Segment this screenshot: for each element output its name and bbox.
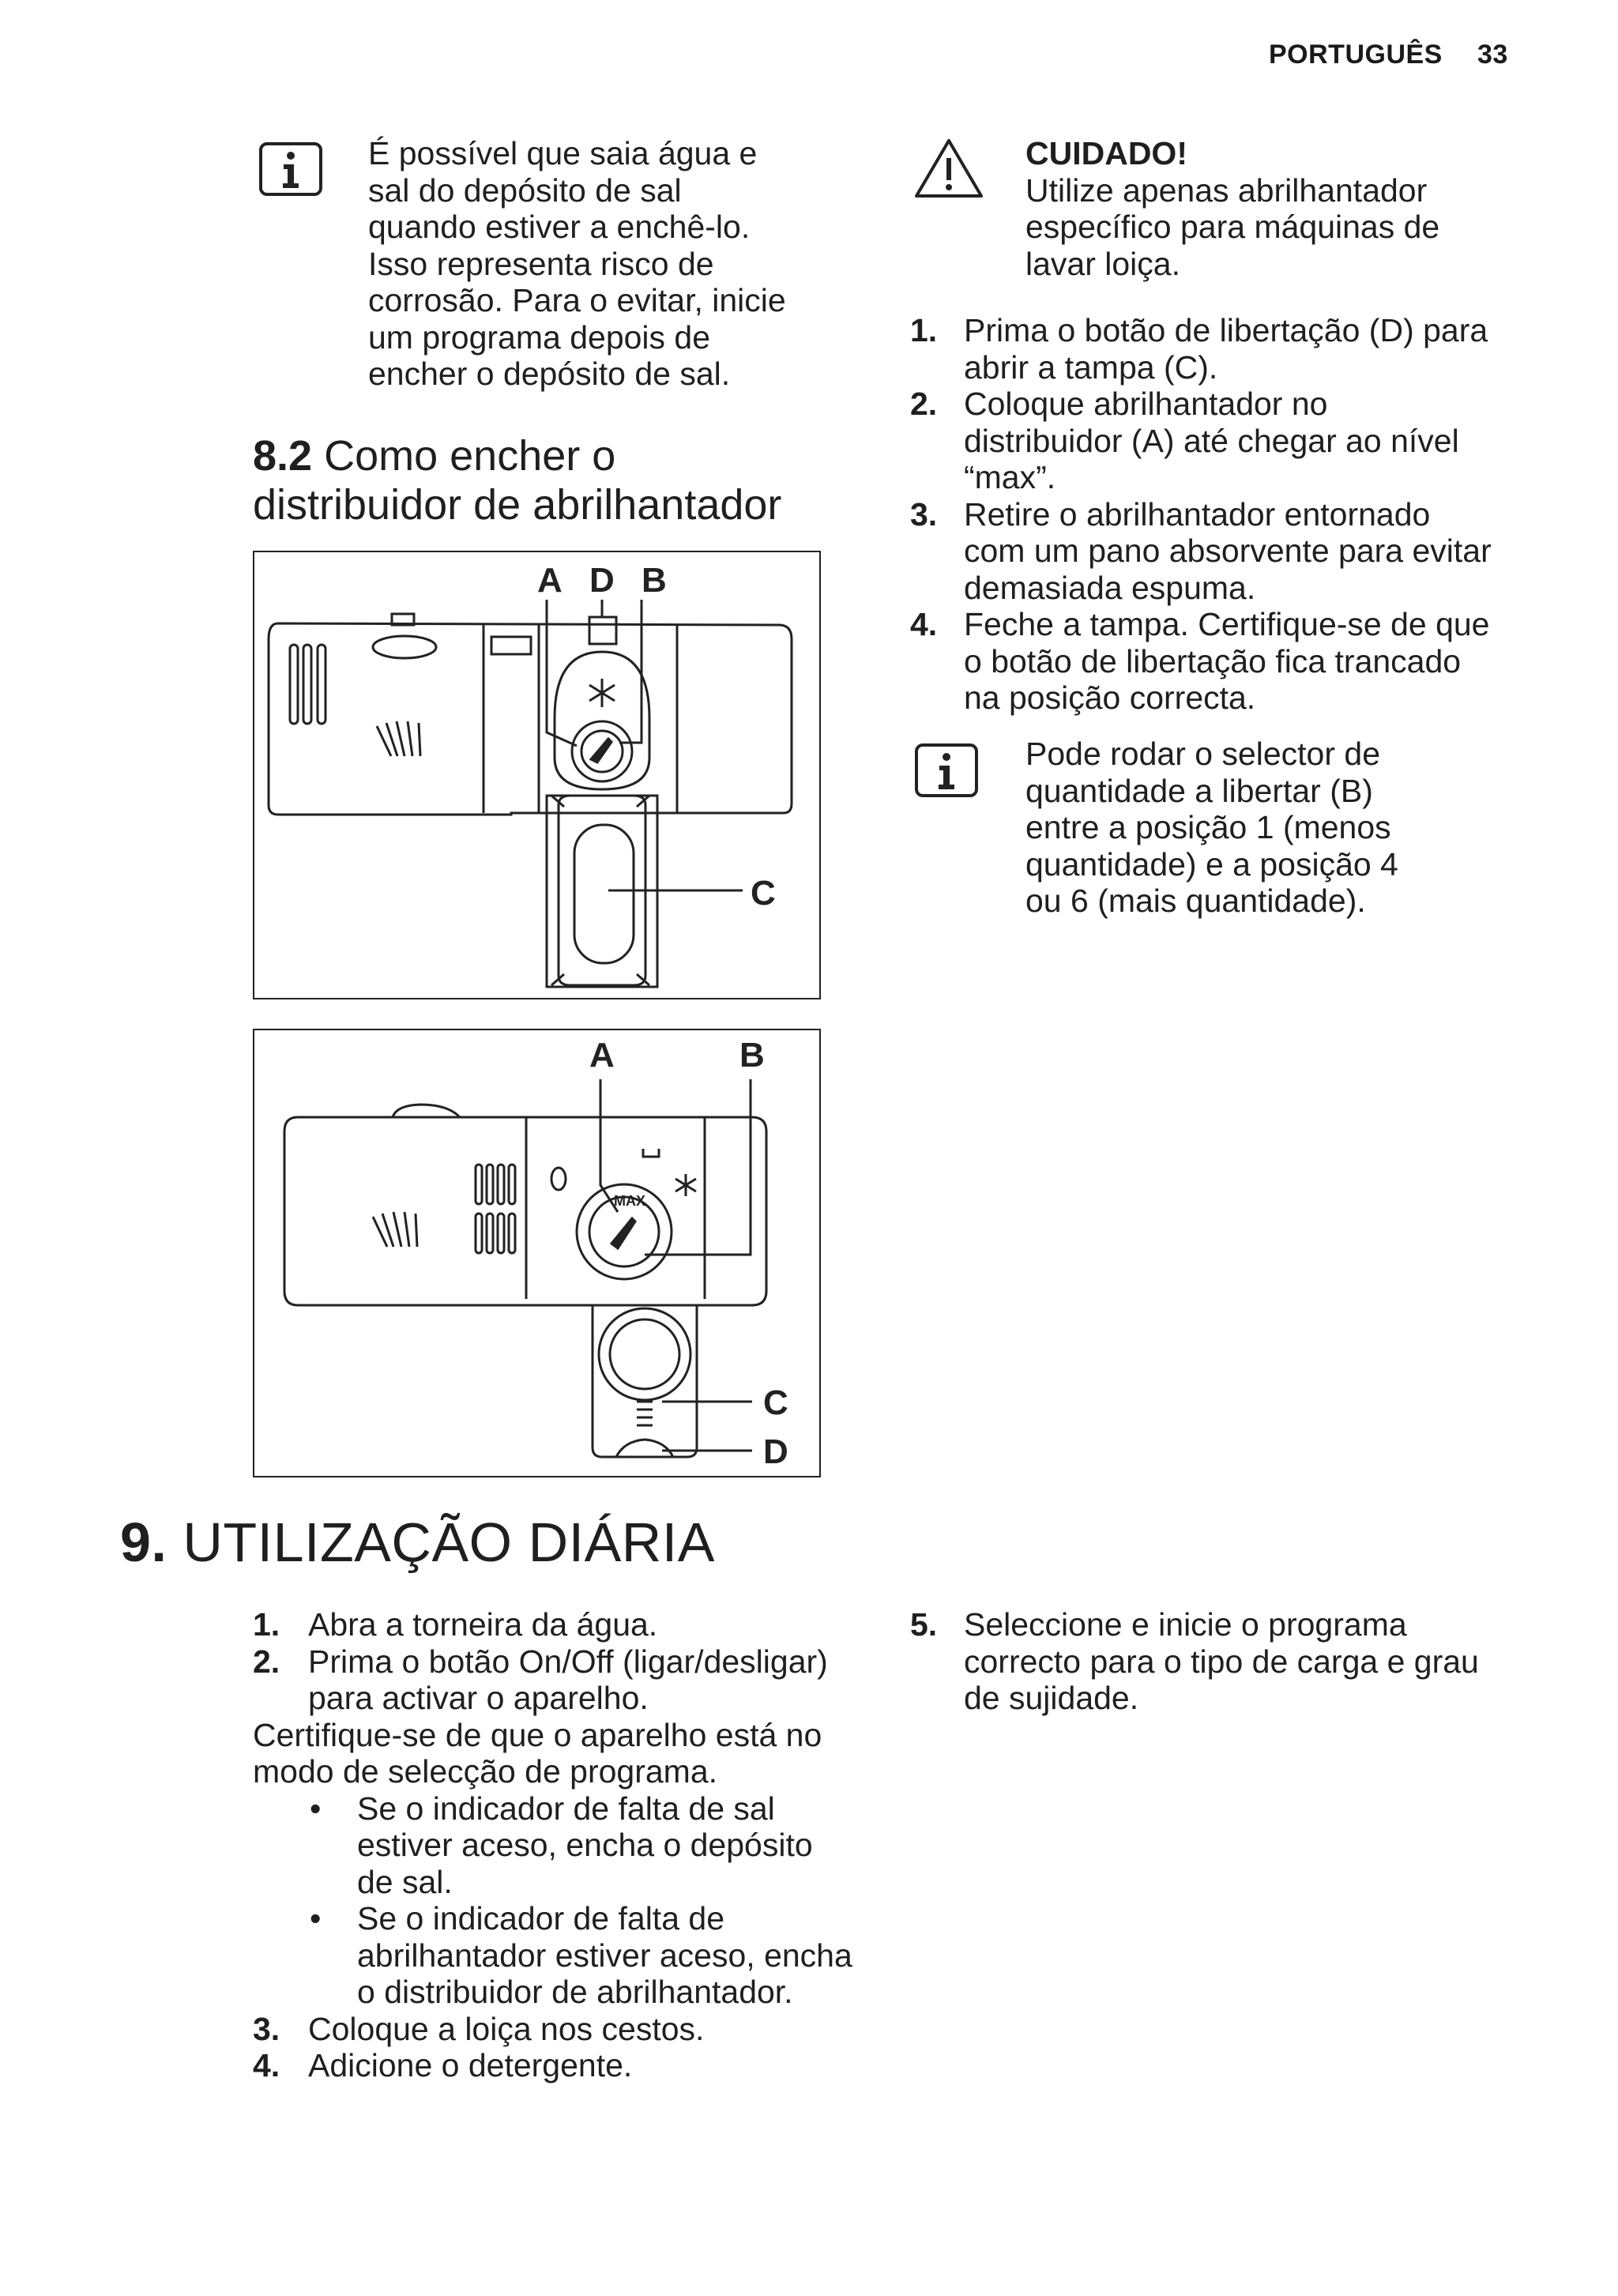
note-line: Certifique-se de que o aparelho está no: [253, 1716, 822, 1753]
figure1-label-d: D: [589, 561, 615, 600]
step-line: “max”.: [964, 459, 1056, 495]
info-icon: [913, 742, 980, 799]
figure2-label-b: B: [739, 1036, 765, 1075]
step-line: demasiada espuma.: [964, 569, 1256, 606]
note-line: Isso representa risco de: [368, 245, 714, 282]
daily-note: [253, 1717, 869, 1790]
step-number: 3.: [910, 495, 938, 533]
list-item: [253, 1606, 869, 1643]
step-number: 1.: [910, 312, 938, 348]
list-item: [910, 496, 1590, 607]
section-8-2-heading: [253, 431, 781, 529]
note-line: entre a posição 1 (menos: [1025, 809, 1391, 845]
bullet-icon: •: [310, 1900, 322, 1937]
step-line: na posição correcta.: [964, 679, 1256, 716]
figure2-label-c: C: [763, 1383, 788, 1422]
note-line: modo de selecção de programa.: [253, 1753, 718, 1790]
caution-title: CUIDADO!: [1025, 135, 1187, 171]
note-line: Pode rodar o selector de: [1025, 736, 1380, 772]
step-number: 3.: [253, 2010, 280, 2047]
step-line: o botão de libertação fica trancado: [964, 642, 1462, 679]
figure-rinse-aid-dispenser-2: [253, 1029, 821, 1477]
step-line: Prima o botão de libertação (D) para: [964, 312, 1488, 348]
step-line: Adicione o detergente.: [308, 2047, 633, 2083]
bullet-line: estiver aceso, encha o depósito: [357, 1827, 813, 1863]
step-line: com um pano absorvente para evitar: [964, 533, 1492, 569]
step-line: Prima o botão On/Off (ligar/desligar): [308, 1643, 828, 1680]
section-title-line: distribuidor de abrilhantador: [253, 481, 782, 529]
caution-line: específico para máquinas de: [1025, 209, 1440, 245]
note-line: quantidade a libertar (B): [1025, 772, 1373, 809]
figure2-label-a: A: [589, 1036, 615, 1075]
daily-steps-a: [253, 1606, 869, 1717]
step-line: abrir a tampa (C).: [964, 348, 1218, 386]
header-language: PORTUGUÊS: [1269, 40, 1443, 70]
section-number: 8.2: [253, 432, 313, 480]
list-item: [253, 2011, 869, 2048]
bullet-icon: •: [310, 1790, 322, 1827]
step-line: distribuidor (A) até chegar ao nível: [964, 422, 1459, 459]
bullet-line: Se o indicador de falta de sal: [357, 1790, 775, 1827]
step-number: 1.: [253, 1606, 280, 1643]
bullet-line: Se o indicador de falta de: [357, 1900, 724, 1937]
step-line: Coloque a loiça nos cestos.: [308, 2010, 705, 2047]
note-line: quando estiver a enchê-lo.: [368, 209, 751, 245]
page-number: 33: [1477, 40, 1508, 70]
section-9-heading: [120, 1511, 715, 1574]
note-line: encher o depósito de sal.: [368, 356, 731, 392]
figure1-label-c: C: [751, 874, 776, 913]
list-item: [310, 1900, 869, 2011]
section-number: 9.: [120, 1511, 167, 1573]
note-line: um programa depois de: [368, 318, 711, 356]
daily-steps-right: [910, 1606, 1590, 1717]
info-icon: [258, 141, 324, 198]
bullet-line: de sal.: [357, 1863, 453, 1900]
note-line: sal do depósito de sal: [368, 171, 682, 209]
list-item: [910, 312, 1590, 386]
bullet-line: abrilhantador estiver aceso, encha: [357, 1937, 852, 1974]
figure-rinse-aid-dispenser-1: [253, 551, 821, 999]
step-line: Abra a torneira da água.: [308, 1606, 658, 1643]
list-item: [253, 1643, 869, 1717]
list-item: [253, 2047, 869, 2084]
step-number: 4.: [253, 2047, 280, 2083]
step-number: 5.: [910, 1606, 938, 1643]
figure2-label-d: D: [763, 1432, 788, 1471]
section-title: UTILIZAÇÃO DIÁRIA: [182, 1511, 715, 1573]
right-info-note: [1025, 736, 1398, 920]
step-number: 2.: [253, 1643, 280, 1680]
note-line: corrosão. Para o evitar, inicie: [368, 282, 786, 318]
caution-note: [1025, 135, 1439, 282]
step-line: Retire o abrilhantador entornado: [964, 495, 1431, 533]
caution-line: Utilize apenas abrilhantador: [1025, 171, 1428, 209]
list-item: [310, 1790, 869, 1901]
left-info-note: [368, 135, 786, 393]
warning-icon: [913, 136, 984, 199]
rinse-aid-steps: [910, 312, 1590, 717]
step-line: de sujidade.: [964, 1680, 1139, 1716]
caution-line: lavar loiça.: [1025, 245, 1180, 282]
step-number: 2.: [910, 386, 938, 422]
step-line: correcto para o tipo de carga e grau: [964, 1643, 1479, 1680]
list-item: [910, 606, 1590, 717]
figure1-label-b: B: [642, 561, 667, 600]
daily-bullets: [310, 1790, 869, 2011]
step-line: Coloque abrilhantador no: [964, 386, 1328, 422]
list-item: [910, 1606, 1590, 1717]
step-line: para activar o aparelho.: [308, 1680, 649, 1716]
bullet-line: o distribuidor de abrilhantador.: [357, 1974, 793, 2010]
note-line: quantidade) e a posição 4: [1025, 845, 1398, 883]
list-item: [910, 386, 1590, 496]
step-line: Feche a tampa. Certifique-se de que: [964, 606, 1490, 642]
step-line: Seleccione e inicie o programa: [964, 1606, 1407, 1643]
dispenser-drawing-1: [254, 552, 822, 1001]
daily-steps-b: [253, 2011, 869, 2084]
step-number: 4.: [910, 606, 938, 642]
dispenser-drawing-2: [254, 1030, 822, 1479]
note-line: É possível que saia água e: [368, 135, 758, 171]
dial-max-text: MAX: [614, 1193, 645, 1209]
figure1-label-a: A: [537, 561, 563, 600]
note-line: ou 6 (mais quantidade).: [1025, 883, 1366, 919]
daily-use-left-column: [253, 1606, 869, 2084]
section-title-line: Como encher o: [324, 432, 616, 480]
